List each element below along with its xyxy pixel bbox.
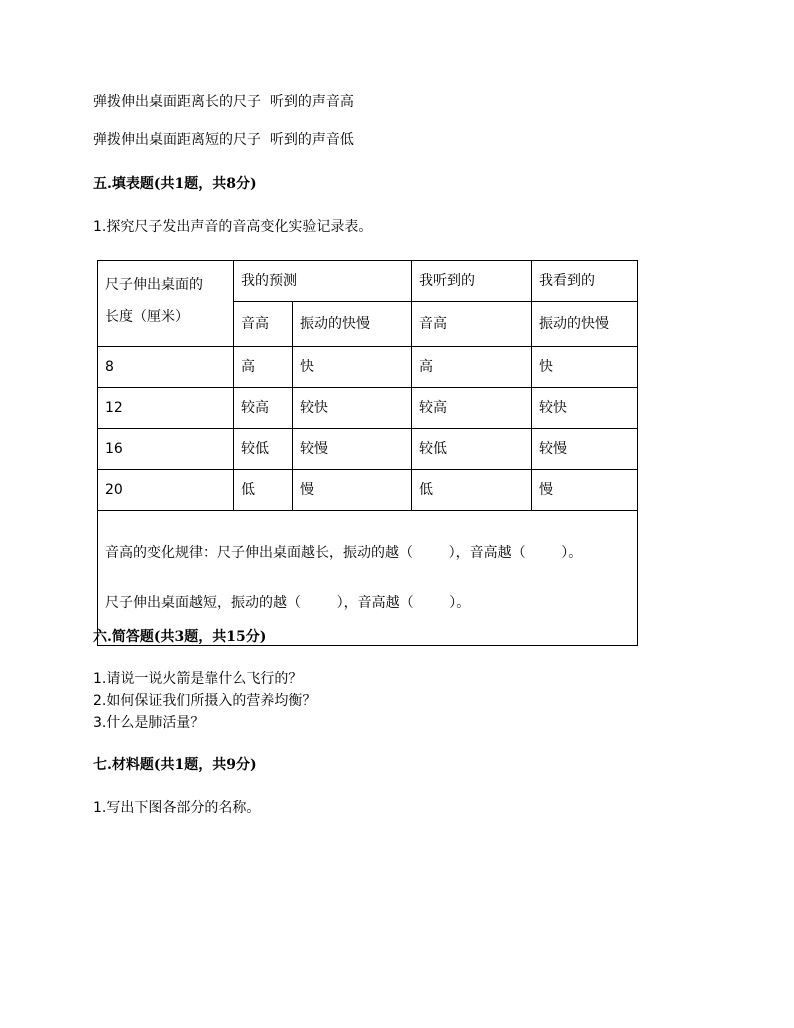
intro-line-1: 弹拨伸出桌面距离长的尺子 听到的声音高 xyxy=(93,94,354,110)
section-7-question: 1.写出下图各部分的名称。 xyxy=(93,800,261,816)
table-cell: 高 xyxy=(412,347,532,388)
section-6-question-2: 2.如何保证我们所摄入的营养均衡？ xyxy=(93,693,317,709)
table-cell: 较快 xyxy=(293,388,412,429)
table-cell: 16 xyxy=(98,429,234,470)
section-6-question-3: 3.什么是肺活量？ xyxy=(93,715,205,731)
subheader-pitch-heard: 音高 xyxy=(412,302,532,347)
length-header-cell xyxy=(98,261,234,347)
length-header-line-1: 尺子伸出桌面的 xyxy=(105,277,203,293)
section-6-heading: 六.简答题(共3题，共15分) xyxy=(93,629,267,645)
table-cell: 快 xyxy=(293,347,412,388)
table-cell: 慢 xyxy=(293,470,412,511)
table-cell: 慢 xyxy=(532,470,638,511)
table-cell: 20 xyxy=(98,470,234,511)
table-cell: 较低 xyxy=(234,429,293,470)
table-cell: 快 xyxy=(532,347,638,388)
intro-line-2: 弹拨伸出桌面距离短的尺子 听到的声音低 xyxy=(93,132,354,148)
table-cell: 较慢 xyxy=(532,429,638,470)
section-5-heading: 五.填表题(共1题，共8分) xyxy=(93,176,257,192)
subheader-vibration-predicted: 振动的快慢 xyxy=(293,302,412,347)
table-row xyxy=(98,347,638,388)
section-5-question: 1.探究尺子发出声音的音高变化实验记录表。 xyxy=(93,219,373,235)
conclusion-line-1: 音高的变化规律：尺子伸出桌面越长，振动的越（ ），音高越（ ）。 xyxy=(105,544,583,561)
conclusion-line-2: 尺子伸出桌面越短，振动的越（ ），音高越（ ）。 xyxy=(105,594,471,611)
conclusion-cell xyxy=(98,511,638,646)
table-cell: 12 xyxy=(98,388,234,429)
table-cell: 低 xyxy=(234,470,293,511)
table-cell: 较高 xyxy=(234,388,293,429)
header-seen: 我看到的 xyxy=(532,261,638,302)
table-row xyxy=(98,388,638,429)
table-cell: 较慢 xyxy=(293,429,412,470)
table-cell: 较低 xyxy=(412,429,532,470)
table-cell: 较快 xyxy=(532,388,638,429)
header-heard: 我听到的 xyxy=(412,261,532,302)
table-cell: 较高 xyxy=(412,388,532,429)
header-prediction: 我的预测 xyxy=(234,261,412,302)
subheader-pitch-predicted: 音高 xyxy=(234,302,293,347)
section-6-question-1: 1.请说一说火箭是靠什么飞行的？ xyxy=(93,671,303,687)
table-row xyxy=(98,470,638,511)
table-cell: 低 xyxy=(412,470,532,511)
table-row xyxy=(98,429,638,470)
length-header-line-2: 长度（厘米） xyxy=(105,309,189,325)
section-7-heading: 七.材料题(共1题，共9分) xyxy=(93,757,257,773)
record-table xyxy=(97,260,638,646)
table-cell: 高 xyxy=(234,347,293,388)
table-cell: 8 xyxy=(98,347,234,388)
subheader-vibration-seen: 振动的快慢 xyxy=(532,302,638,347)
